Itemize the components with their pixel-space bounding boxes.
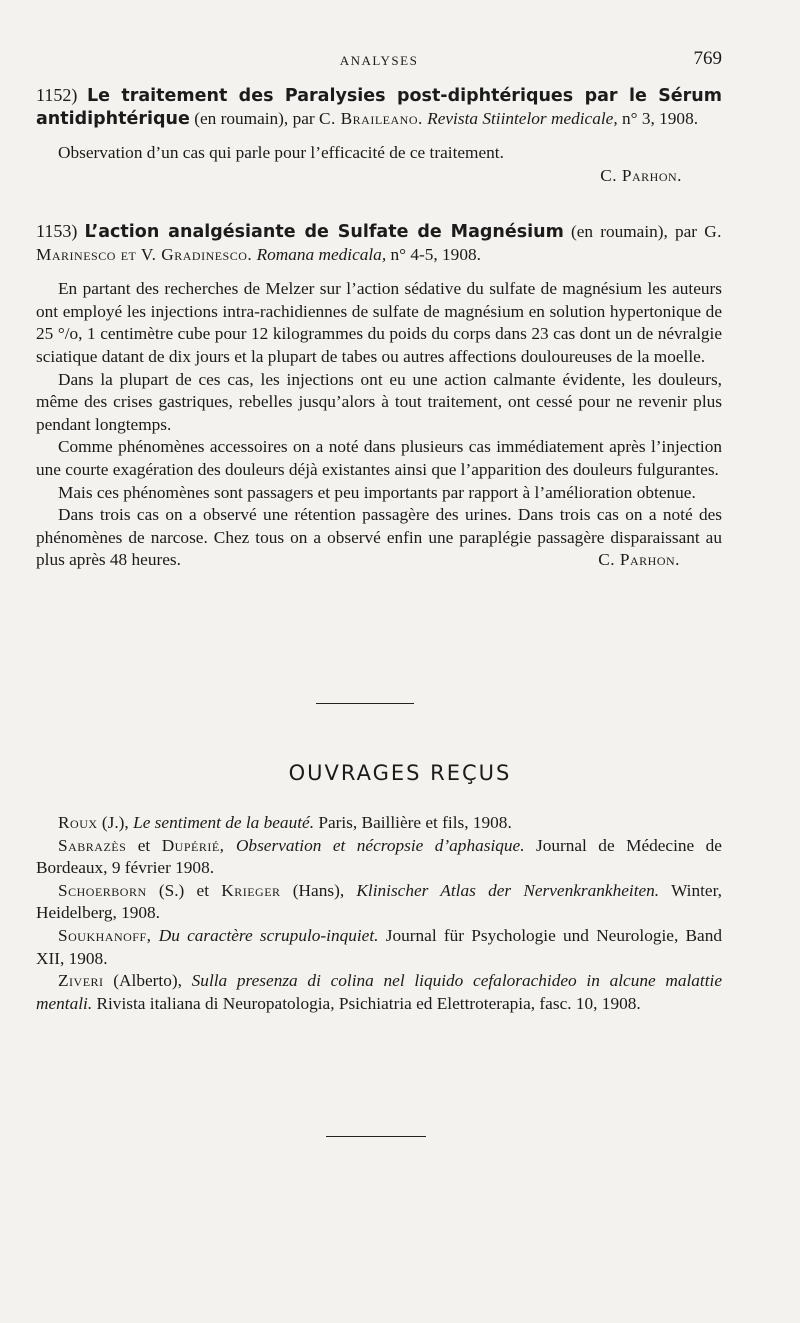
entry-issue: n° 4-5, 1908.: [390, 244, 481, 264]
reference-item: [36, 880, 722, 925]
entry-issue: n° 3, 1908.: [622, 108, 699, 128]
reference-author-detail: (J.),: [101, 813, 129, 832]
entry-1153: [36, 220, 722, 572]
entry-language: (en roumain), par: [194, 108, 315, 128]
page-number: 769: [693, 48, 722, 69]
reference-author: Sabrazès: [58, 835, 127, 855]
entry-signature: C. Parhon.: [600, 165, 682, 185]
reference-author: Schoerborn: [58, 880, 147, 900]
entry-heading: [36, 84, 722, 130]
reference-item: [36, 925, 722, 970]
entry-title: L’action analgésiante de Sulfate de Magnésium: [84, 222, 564, 242]
reference-author: Dupérié,: [161, 835, 225, 855]
reference-author: Roux: [58, 813, 98, 832]
running-head: [36, 48, 722, 72]
reference-item: [36, 812, 722, 835]
running-title: ANALYSES: [339, 53, 419, 68]
entry-paragraph-text: Dans trois cas on a observé une rétention passagère des urines. Dans trois cas on a noté des phénomènes de narcose. Chez tous on a observé enfin une paraplégie passagère disparaissant au plus après 48 heures.: [36, 505, 722, 570]
reference-publication: Journal für Psychologie und Neurologie, Band XII, 1908.: [36, 925, 722, 968]
reference-publication: Rivista italiana di Neuropatologia, Psichiatria ed Elettroterapia, fasc. 10, 1908.: [96, 993, 641, 1013]
divider-rule: [316, 703, 414, 704]
entry-number: 1153): [36, 221, 78, 241]
entry-author: G. Marinesco et V. Gradinesco.: [36, 222, 723, 264]
entry-journal: Romana medicala,: [256, 244, 387, 264]
reference-title: Observation et nécropsie d’aphasique.: [235, 835, 525, 855]
entry-title: Le traitement des Paralysies post-diphtériques par le Sérum antidiphtérique: [36, 86, 722, 129]
entry-signature: C. Parhon.: [598, 550, 680, 570]
divider-rule: [326, 1136, 426, 1137]
entry-paragraph: Comme phénomènes accessoires on a noté dans plusieurs cas immédiatement après l’injection une courte exagération des douleurs déjà existantes ainsi que l’apparition des douleurs fulgurantes.: [36, 437, 722, 479]
reference-author: Krieger: [221, 880, 281, 900]
reference-publication: Journal de Médecine de Bordeaux, 9 février 1908.: [36, 835, 722, 878]
reference-item: [36, 835, 722, 880]
reference-title: Sulla presenza di colina nel liquido cefalorachideo in alcune malattie mentali.: [36, 971, 723, 1013]
entry-paragraph: Mais ces phénomènes sont passagers et peu importants par rapport à l’amélioration obtenue.: [58, 482, 696, 502]
reference-publication: Paris, Baillière et fils, 1908.: [318, 813, 512, 832]
entry-author: C. Braileano.: [318, 108, 423, 128]
entry-journal: Revista Stiintelor medicale,: [427, 108, 618, 128]
reference-item: [36, 970, 722, 1015]
entry-paragraph: Dans la plupart de ces cas, les injections ont eu une action calmante évidente, les douleurs, même des crises gastriques, rebelles jusqu’alors à tout traitement, ont cessé pour ne revenir plus pendant longtemps.: [36, 369, 722, 434]
reference-author: Soukhanoff,: [58, 925, 152, 945]
entry-heading: [36, 220, 722, 266]
reference-author-detail: et: [137, 835, 151, 855]
reference-author: Ziveri: [58, 971, 104, 991]
reference-publication: Winter, Heidelberg, 1908.: [36, 880, 722, 923]
entry-paragraph: [36, 504, 722, 572]
reference-title: Du caractère scrupulo-inquiet.: [158, 925, 379, 945]
reference-author-detail: (Alberto),: [113, 971, 182, 991]
entry-language: (en roumain), par: [571, 222, 698, 241]
entry-paragraph: Observation d’un cas qui parle pour l’efficacité de ce traitement.: [58, 143, 504, 163]
entry-paragraph: En partant des recherches de Melzer sur l’action sédative du sulfate de magnésium les auteurs ont employé les injections intra-rachidiennes de sulfate de magnésium en solution hypertonique de 25 °/o, 1 centimètre cube pour 12 kilogrammes du poids du corps dans 23 cas dont un de névralgie sciatique datant de dix jours et la plupart de tabes ou autres affections douloureuses de la moelle.: [36, 279, 722, 366]
entry-1152: [36, 84, 722, 187]
entry-number: 1152): [36, 85, 78, 105]
section-title: OUVRAGES REÇUS: [288, 761, 512, 785]
references-list: [36, 812, 722, 1015]
reference-title: Klinischer Atlas der Nervenkrankheiten.: [356, 880, 660, 900]
reference-author-detail: (Hans),: [292, 880, 345, 900]
reference-author-detail: (S.) et: [158, 880, 210, 900]
reference-title: Le sentiment de la beauté.: [133, 813, 315, 832]
